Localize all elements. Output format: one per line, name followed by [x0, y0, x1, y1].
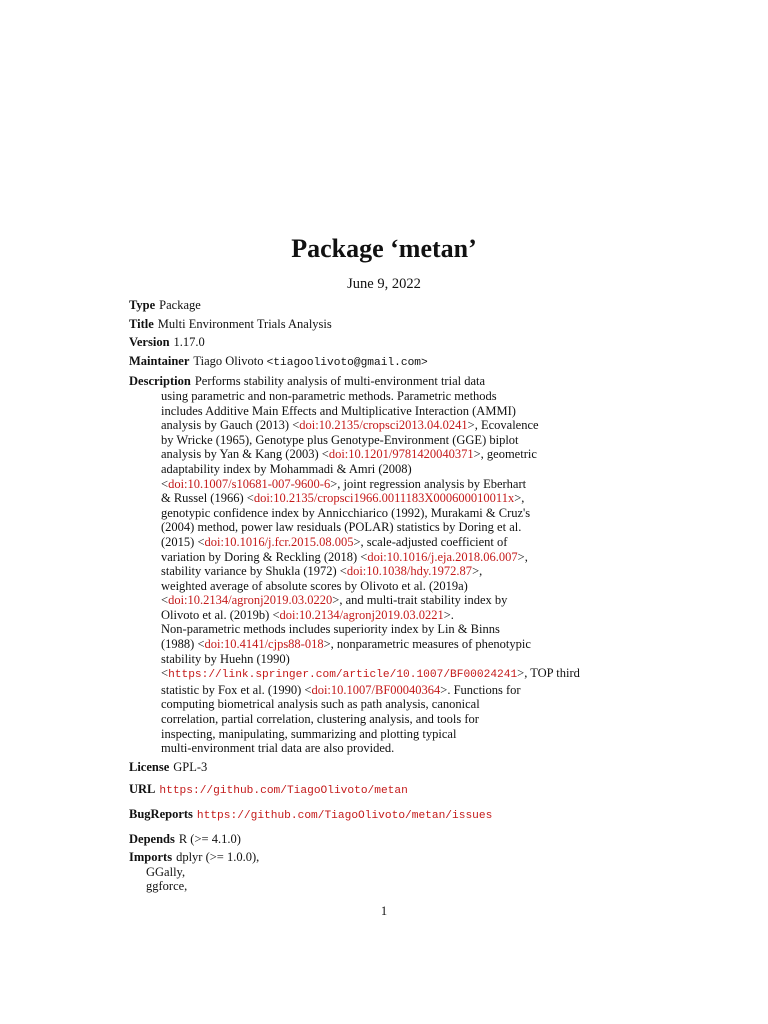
description-text: [129, 374, 599, 755]
doi-link[interactable]: doi:10.1016/j.fcr.2015.08.005: [204, 534, 354, 549]
field-license: [129, 760, 599, 775]
field-key: License: [129, 759, 170, 774]
description-text-run: statistic by Fox et al. (1990) <: [161, 682, 312, 697]
description-text-run: computing biometrical analysis such as path analysis, canonical: [161, 697, 480, 712]
field-description: [129, 374, 599, 755]
description-text-run: analysis by Yan & Kang (2003) <: [161, 447, 329, 462]
description-line: [129, 447, 599, 462]
imports-item: GGally,: [146, 864, 186, 879]
field-title: [129, 317, 599, 332]
field-key: Maintainer: [129, 353, 190, 368]
field-maintainer: [129, 354, 599, 371]
description-text-run: >, TOP third: [517, 666, 580, 681]
description-line: [129, 389, 599, 404]
description-text-run: <: [161, 666, 169, 681]
description-text-run: >,: [472, 564, 483, 579]
description-text-run: Non-parametric methods includes superiority index by Lin & Binns: [161, 622, 500, 637]
imports-first-line: [129, 850, 599, 865]
description-text-run: >,: [517, 549, 528, 564]
description-text-run: (2015) <: [161, 534, 205, 549]
description-line: [129, 637, 599, 652]
description-line: [129, 608, 599, 623]
description-line: [129, 727, 599, 742]
description-text-run: >.: [443, 607, 454, 622]
description-line: [129, 666, 599, 683]
field-value: 1.17.0: [173, 335, 205, 350]
doi-link[interactable]: doi:10.1038/hdy.1972.87: [346, 564, 473, 579]
description-line: [129, 622, 599, 637]
description-line: [129, 593, 599, 608]
description-text-run: includes Additive Main Effects and Multiplicative Interaction (AMMI): [161, 403, 516, 418]
description-text-run: analysis by Gauch (2013) <: [161, 418, 300, 433]
description-line: [129, 741, 599, 756]
description-text-run: >,: [514, 491, 525, 506]
description-text-run: genotypic confidence index by Annicchiarico (1992), Murakami & Cruz's: [161, 505, 531, 520]
description-line: [129, 652, 599, 667]
field-key: Type: [129, 298, 156, 312]
description-text-run: weighted average of absolute scores by Olivoto et al. (2019a): [161, 578, 468, 593]
doi-link[interactable]: doi:10.1201/9781420040371: [328, 447, 474, 462]
description-line: [129, 404, 599, 419]
url-link[interactable]: https://link.springer.com/article/10.1007/BF00024241: [168, 669, 518, 682]
doi-link[interactable]: doi:10.4141/cjps88-018: [204, 637, 324, 652]
description-text-run: multi-environment trial data are also provided.: [161, 741, 395, 756]
doi-link[interactable]: doi:10.2134/agronj2019.03.0221: [279, 607, 444, 622]
doi-link[interactable]: doi:10.2135/cropsci2013.04.0241: [299, 418, 468, 433]
field-imports: [129, 850, 599, 894]
maintainer-email: <tiagoolivoto@gmail.com>: [266, 356, 428, 369]
description-text-run: stability variance by Shukla (1972) <: [161, 564, 347, 579]
description-text-run: correlation, partial correlation, clustering analysis, and tools for: [161, 712, 479, 727]
description-line: [129, 374, 599, 389]
description-line: [129, 564, 599, 579]
description-text-run: >, scale-adjusted coefficient of: [353, 534, 508, 549]
field-key: Title: [129, 316, 154, 331]
description-text-run: >, geometric: [473, 447, 537, 462]
field-key: Depends: [129, 831, 175, 846]
doi-link[interactable]: doi:10.1007/BF00040364: [311, 682, 441, 697]
imports-item: ggforce,: [146, 879, 188, 894]
field-value: R (>= 4.1.0): [178, 831, 241, 846]
doi-link[interactable]: doi:10.2135/cropsci1966.0011183X000600010011x: [253, 491, 515, 506]
url-link[interactable]: https://github.com/TiagoOlivoto/metan: [159, 785, 408, 798]
document-date: June 9, 2022: [347, 276, 421, 292]
bugreports-link[interactable]: https://github.com/TiagoOlivoto/metan/issues: [196, 810, 493, 822]
doi-link[interactable]: doi:10.1007/s10681-007-9600-6: [168, 476, 331, 491]
description-text-run: <: [161, 593, 169, 608]
description-line: [129, 506, 599, 521]
field-type: [129, 298, 599, 313]
description-line: [129, 535, 599, 550]
maintainer-name: Tiago Olivoto: [193, 353, 264, 368]
description-line: [129, 579, 599, 594]
description-text-run: Performs stability analysis of multi-environment trial data: [194, 374, 486, 389]
description-text-run: variation by Doring & Reckling (2018) <: [161, 549, 368, 564]
description-text-run: >. Functions for: [440, 682, 521, 697]
description-text-run: by Wricke (1965), Genotype plus Genotype-Environment (GGE) biplot: [161, 432, 519, 447]
description-text-run: (2004) method, power law residuals (POLAR) statistics by Doring et al.: [161, 520, 522, 535]
field-depends: [129, 832, 599, 847]
page-number: 1: [380, 904, 388, 918]
description-text-run: (1988) <: [161, 637, 205, 652]
field-key: BugReports: [129, 807, 193, 821]
doi-link[interactable]: doi:10.1016/j.eja.2018.06.007: [367, 549, 518, 564]
package-fields: [129, 298, 599, 898]
description-line: [129, 683, 599, 698]
description-line: [129, 712, 599, 727]
description-line: [129, 491, 599, 506]
document-title: Package ‘metan’: [291, 234, 477, 263]
description-line: [129, 462, 599, 477]
field-value: Package: [159, 298, 201, 312]
description-line: [129, 433, 599, 448]
field-key: URL: [129, 782, 156, 797]
description-line: [129, 697, 599, 712]
field-key: Imports: [129, 850, 173, 865]
description-text-run: stability by Huehn (1990): [161, 651, 290, 666]
description-text-run: >, and multi-trait stability index by: [332, 593, 508, 608]
description-text-run: <: [161, 476, 169, 491]
doi-link[interactable]: doi:10.2134/agronj2019.03.0220: [168, 593, 333, 608]
description-text-run: >, nonparametric measures of phenotypic: [323, 637, 531, 652]
description-line: [129, 477, 599, 492]
field-key: Description: [129, 374, 191, 389]
field-key: Version: [129, 335, 170, 350]
field-url: [129, 782, 599, 799]
description-text-run: >, Ecovalence: [467, 418, 539, 433]
description-text-run: >, joint regression analysis by Eberhart: [330, 476, 527, 491]
description-text-run: using parametric and non-parametric methods. Parametric methods: [161, 388, 497, 403]
description-line: [129, 418, 599, 433]
description-text-run: & Russel (1966) <: [161, 491, 254, 506]
field-value: GPL-3: [173, 759, 208, 774]
description-text-run: Olivoto et al. (2019b) <: [161, 607, 280, 622]
description-line: [129, 520, 599, 535]
imports-item: dplyr (>= 1.0.0),: [176, 850, 260, 865]
description-text-run: inspecting, manipulating, summarizing and plotting typical: [161, 726, 457, 741]
field-value: Multi Environment Trials Analysis: [157, 316, 332, 331]
description-text-run: adaptability index by Mohammadi & Amri (2008): [161, 461, 412, 476]
field-version: [129, 335, 599, 350]
description-line: [129, 550, 599, 565]
field-bugreports: [129, 807, 599, 824]
